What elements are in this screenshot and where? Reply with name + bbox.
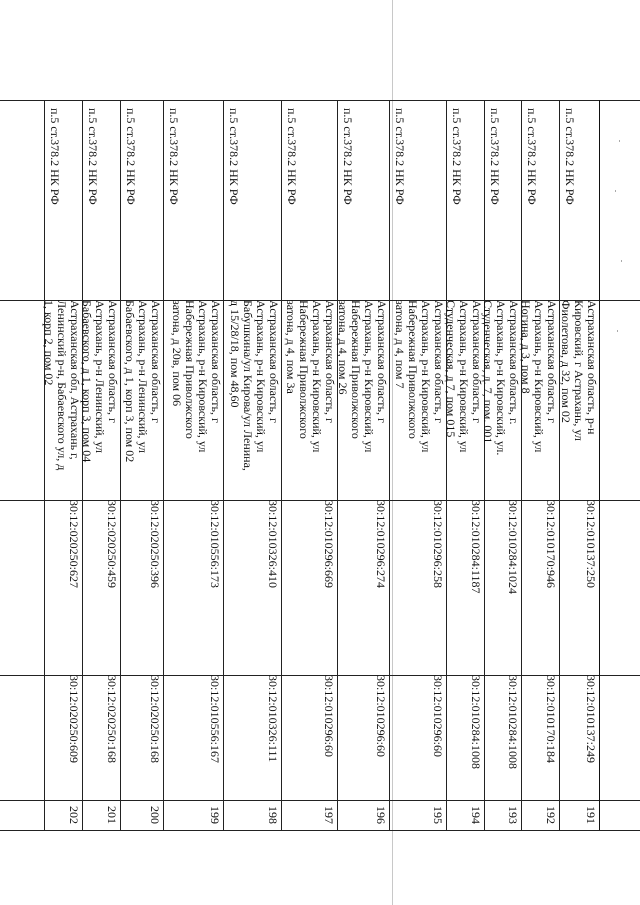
tax-basis-cell xyxy=(164,100,224,300)
address-line: затона, д 20в, пом 06 xyxy=(170,300,184,407)
address-line: Астрахань, р-н Ленинский, ул xyxy=(93,300,107,453)
address-line: Астраханская область, р-н xyxy=(585,300,599,435)
row-number-cell: 195 xyxy=(431,806,445,824)
building-cadastral-number-cell: 30:12:010296:60 xyxy=(431,675,445,758)
address-line: Астраханская область, г xyxy=(267,300,281,423)
tax-basis-text: п.5 ст.378.2 НК РФ xyxy=(167,108,181,205)
row-number-cell: 201 xyxy=(105,806,119,824)
address-line: Ленинский р-н, Бабаевского ул, д xyxy=(55,300,69,471)
address-line: Астраханская область, г xyxy=(323,300,337,423)
tax-basis-cell xyxy=(560,100,600,300)
building-cadastral-number-cell: 30:12:020250:168 xyxy=(105,675,119,764)
address-line: Астрахань, р-н Кировский, ул xyxy=(532,300,546,453)
building-cadastral-number-cell: 30:12:010284:1008 xyxy=(506,675,520,770)
premises-cadastral-number-cell: 30:12:010296:669 xyxy=(322,500,336,589)
table-row xyxy=(282,0,338,905)
row-number-cell: 192 xyxy=(544,806,558,824)
table-row xyxy=(338,0,390,905)
table-row xyxy=(390,0,447,905)
address-line: затона, д 4, пом 3а xyxy=(284,300,298,394)
address-cell xyxy=(42,300,83,500)
tax-basis-cell xyxy=(447,100,485,300)
address-line: Астрахань, р-н Кировский, ул xyxy=(196,300,210,453)
tax-basis-text: п.5 ст.378.2 НК РФ xyxy=(450,108,464,205)
address-line: Астрахань, р-н Кировский, ул xyxy=(254,300,268,453)
building-cadastral-number-cell: 30:12:010296:60 xyxy=(322,675,336,758)
address-cell xyxy=(224,300,282,500)
table-row xyxy=(560,0,600,905)
tax-basis-cell xyxy=(485,100,522,300)
tax-basis-text: п.5 ст.378.2 НК РФ xyxy=(393,108,407,205)
address-line: Астрахань, р-н Ленинский, ул xyxy=(136,300,150,453)
premises-cadastral-number-cell: 30:12:010137:250 xyxy=(584,500,598,589)
address-line: Студенческая, д. 7, пом. 001 xyxy=(481,300,495,444)
tax-basis-cell xyxy=(522,100,560,300)
address-line: Астрахань, р-н Кировский, ул xyxy=(457,300,471,453)
tax-basis-cell xyxy=(83,100,121,300)
premises-cadastral-number-cell: 30:12:020250:459 xyxy=(105,500,119,589)
tax-basis-text: п.5 ст.378.2 НК РФ xyxy=(86,108,100,205)
address-cell xyxy=(444,300,485,500)
table-row xyxy=(224,0,282,905)
address-line: Астраханская область, г xyxy=(209,300,223,423)
address-line: затона, д 4, пом 7 xyxy=(393,300,407,389)
address-line: Астраханская область, г xyxy=(470,300,484,423)
address-line: Набережная Приволжского xyxy=(349,300,363,439)
tax-basis-text: п.5 ст.378.2 НК РФ xyxy=(285,108,299,205)
address-line: Фиолетова, д 32, пом 02 xyxy=(559,300,573,423)
address-line: Астраханская область, г xyxy=(432,300,446,423)
row-number-cell: 198 xyxy=(266,806,280,824)
tax-basis-cell xyxy=(224,100,282,300)
table-row xyxy=(80,0,121,905)
building-cadastral-number-cell: 30:12:010326:111 xyxy=(266,675,280,763)
address-line: Набережная Приволжского xyxy=(297,300,311,439)
address-line: Студенческая, д 7, пом 015 xyxy=(444,300,458,438)
tax-basis-cell xyxy=(282,100,338,300)
tax-basis-text: п.5 ст.378.2 НК РФ xyxy=(563,108,577,205)
tax-basis-text: п.5 ст.378.2 НК РФ xyxy=(124,108,138,205)
address-line: Астраханская область, г. xyxy=(507,300,521,425)
tax-basis-text: п.5 ст.378.2 НК РФ xyxy=(227,108,241,205)
row-number-cell: 200 xyxy=(148,806,162,824)
address-cell xyxy=(481,300,522,500)
building-cadastral-number-cell: 30:12:020250:609 xyxy=(67,675,81,764)
address-cell xyxy=(121,300,164,500)
premises-cadastral-number-cell: 30:12:020250:627 xyxy=(67,500,81,589)
table-row xyxy=(121,0,164,905)
tax-basis-text: п.5 ст.378.2 НК РФ xyxy=(48,108,62,205)
address-line: Астрахань, р-н Кировский, ул. xyxy=(494,300,508,456)
table-row xyxy=(164,0,224,905)
address-cell xyxy=(519,300,560,500)
tax-basis-cell xyxy=(45,100,83,300)
building-cadastral-number-cell: 30:12:010296:60 xyxy=(374,675,388,758)
address-line: Астрахань, р-н Кировский, ул xyxy=(310,300,324,453)
address-line: Астрахань, р-н Кировский, ул xyxy=(362,300,376,453)
address-line: Набережная Приволжского xyxy=(183,300,197,439)
table-row xyxy=(42,0,83,905)
premises-cadastral-number-cell: 30:12:020250:396 xyxy=(148,500,162,589)
address-line: Бабаевского, д 1, корп 3, пом 04 xyxy=(80,300,94,463)
address-line: Астрахань, р-н Кировский, ул xyxy=(419,300,433,453)
address-cell xyxy=(560,300,600,500)
row-number-cell: 197 xyxy=(322,806,336,824)
building-cadastral-number-cell: 30:12:020250:168 xyxy=(148,675,162,764)
tax-basis-text: п.5 ст.378.2 НК РФ xyxy=(525,108,539,205)
premises-cadastral-number-cell: 30:12:010326:410 xyxy=(266,500,280,589)
row-number-cell: 194 xyxy=(469,806,483,824)
table-row xyxy=(444,0,485,905)
address-line: Астраханская область, г xyxy=(106,300,120,423)
premises-cadastral-number-cell: 30:12:010170:946 xyxy=(544,500,558,589)
address-line: 1, корп 2, пом 02 xyxy=(42,300,56,386)
address-line: Набережная Приволжского xyxy=(406,300,420,439)
building-cadastral-number-cell: 30:12:010137:249 xyxy=(584,675,598,764)
address-line: Астраханская область, г xyxy=(545,300,559,423)
row-number-cell: 191 xyxy=(584,806,598,824)
address-line: Бабаевского, д 1, корп 3, пом 02 xyxy=(123,300,137,463)
address-cell xyxy=(338,300,390,500)
row-number-cell: 202 xyxy=(67,806,81,824)
address-cell xyxy=(164,300,224,500)
address-cell xyxy=(282,300,338,500)
row-number-cell: 199 xyxy=(208,806,222,824)
address-cell xyxy=(390,300,447,500)
premises-cadastral-number-cell: 30:12:010296:274 xyxy=(374,500,388,589)
tax-basis-cell xyxy=(390,100,447,300)
address-line: затона, д 4, пом 26 xyxy=(336,300,350,395)
address-line: Астраханская область, г xyxy=(149,300,163,423)
address-line: Астраханская обл, Астрахань г, xyxy=(68,300,82,460)
row-number-cell: 193 xyxy=(506,806,520,824)
address-line: Кировский, г Астрахань, ул xyxy=(572,300,586,441)
tax-basis-cell xyxy=(338,100,390,300)
tax-basis-cell xyxy=(121,100,164,300)
building-cadastral-number-cell: 30:12:010556:167 xyxy=(208,675,222,764)
address-line: Бабушкина/ул Кирова/ул Ленина, xyxy=(241,300,255,471)
premises-cadastral-number-cell: 30:12:010284:1187 xyxy=(469,500,483,594)
table-row xyxy=(481,0,522,905)
premises-cadastral-number-cell: 30:12:010296:258 xyxy=(431,500,445,589)
premises-cadastral-number-cell: 30:12:010284:1024 xyxy=(506,500,520,595)
address-line: Ногина, д 3, пом 8 xyxy=(519,300,533,394)
tax-basis-text: п.5 ст.378.2 НК РФ xyxy=(341,108,355,205)
building-cadastral-number-cell: 30:12:010170:184 xyxy=(544,675,558,764)
row-number-cell: 196 xyxy=(374,806,388,824)
address-line: д 15/28/18, пом 48,60 xyxy=(228,300,242,408)
table-row xyxy=(519,0,560,905)
address-line: Астраханская область, г xyxy=(375,300,389,423)
tax-basis-text: п.5 ст.378.2 НК РФ xyxy=(488,108,502,205)
address-cell xyxy=(80,300,121,500)
building-cadastral-number-cell: 30:12:010284:1008 xyxy=(469,675,483,770)
premises-cadastral-number-cell: 30:12:010556:173 xyxy=(208,500,222,589)
